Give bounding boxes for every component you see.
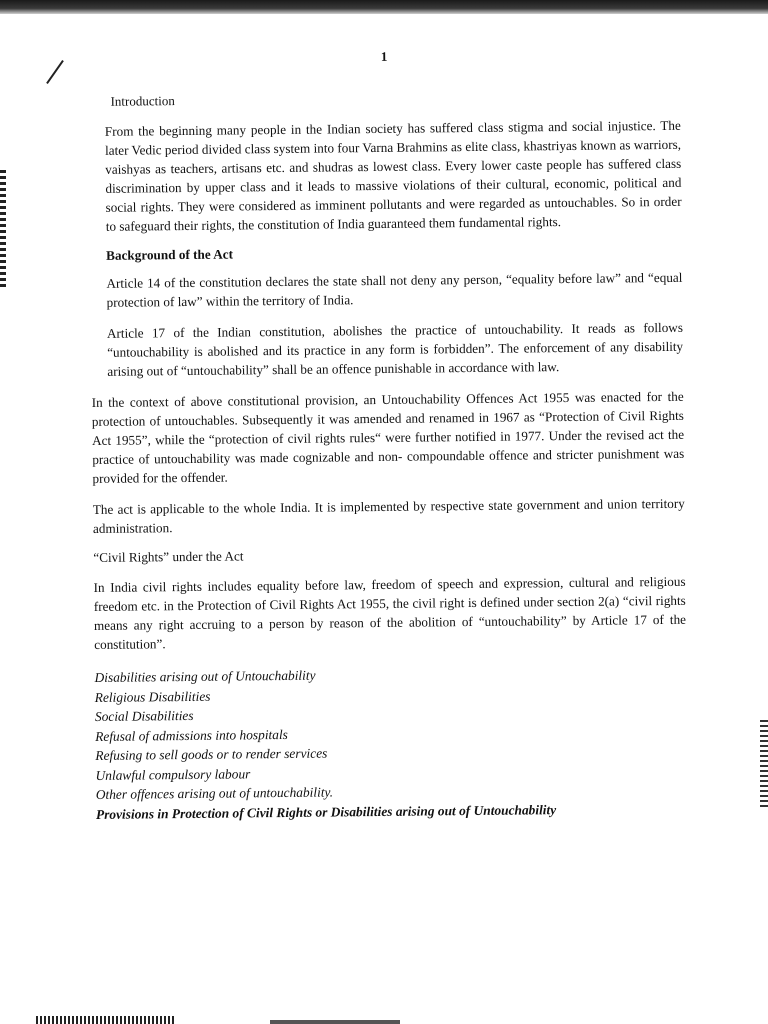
introduction-heading: Introduction xyxy=(110,93,175,109)
context-paragraph: In the context of above constitutional provision, an Untouchability Offences Act 1955 was enacted for the protection of untouchables. Subsequently it was amended and renamed in 1967 as “Protection of Civil Rights Act 1955”, while the “protection of civil rights rules“ were further notified in 1977. Under the revised act the practice of untouchability was made cognizable and non- compoundable offence and stricter punishment was provided for the offender. xyxy=(91,388,685,486)
background-heading: Background of the Act xyxy=(106,246,234,263)
civil-rights-heading: “Civil Rights” under the Act xyxy=(93,548,244,565)
scan-border-top xyxy=(0,0,768,14)
article-17-paragraph: Article 17 of the Indian constitution, abolishes the practice of untouchability. It reads as follows “untouchability is abolished and its practice in any form is forbidden”. The enforcement of any disability arising out of “untouchability” shall be an offence punishable in accordance with law. xyxy=(106,319,684,379)
topic-item: Unlawful compulsory labour xyxy=(95,765,251,783)
scan-artifact-bottom-2 xyxy=(270,1020,400,1024)
article-14-paragraph: Article 14 of the constitution declares the state shall not deny any person, “equality before law” and “equal protection of law” within the territory of India. xyxy=(106,269,683,310)
page-number: 1 xyxy=(380,48,388,64)
document-page xyxy=(88,46,688,824)
civil-rights-paragraph: In India civil rights includes equality before law, freedom of speech and expression, cultural and religious freedom etc. in the Protection of Civil Rights Act 1955, the civil right is defined under section 2(a) “civil rights means any right accruing to a person by reason of the abolition of “untouchability” by Article 17 of the constitution”. xyxy=(93,573,687,652)
topic-item: Religious Disabilities xyxy=(94,688,211,705)
topics-list xyxy=(94,662,688,824)
topic-item: Other offences arising out of untouchability. xyxy=(95,784,334,802)
topic-item: Refusal of admissions into hospitals xyxy=(95,726,288,744)
topic-item: Social Disabilities xyxy=(94,707,194,724)
topic-item: Disabilities arising out of Untouchability xyxy=(94,667,316,685)
topic-item: Refusing to sell goods or to render services xyxy=(95,745,328,763)
pen-tick-mark xyxy=(46,60,64,84)
topic-item: Provisions in Protection of Civil Rights or Disabilities arising out of Untouchability xyxy=(95,801,557,822)
scan-artifact-left xyxy=(0,170,6,290)
scan-artifact-right xyxy=(760,720,768,810)
applicability-paragraph: The act is applicable to the whole India. It is implemented by respective state government and union territory administration. xyxy=(92,495,685,536)
scan-artifact-bottom xyxy=(36,1016,176,1024)
introduction-paragraph: From the beginning many people in the Indian society has suffered class stigma and social injustice. The later Vedic period divided class system into four Varna Brahmins as elite class, khastriyas known as warriors, vaishyas as teachers, artisans etc. and shudras as lowest class. Every lower caste people has suffered class discrimination by upper class and it leads to massive violations of their cultural, economic, political and social rights. They were considered as imminent pollutants and were regarded as untouchables. So in order to safeguard their rights, the constitution of India guaranteed them fundamental rights. xyxy=(104,117,682,234)
